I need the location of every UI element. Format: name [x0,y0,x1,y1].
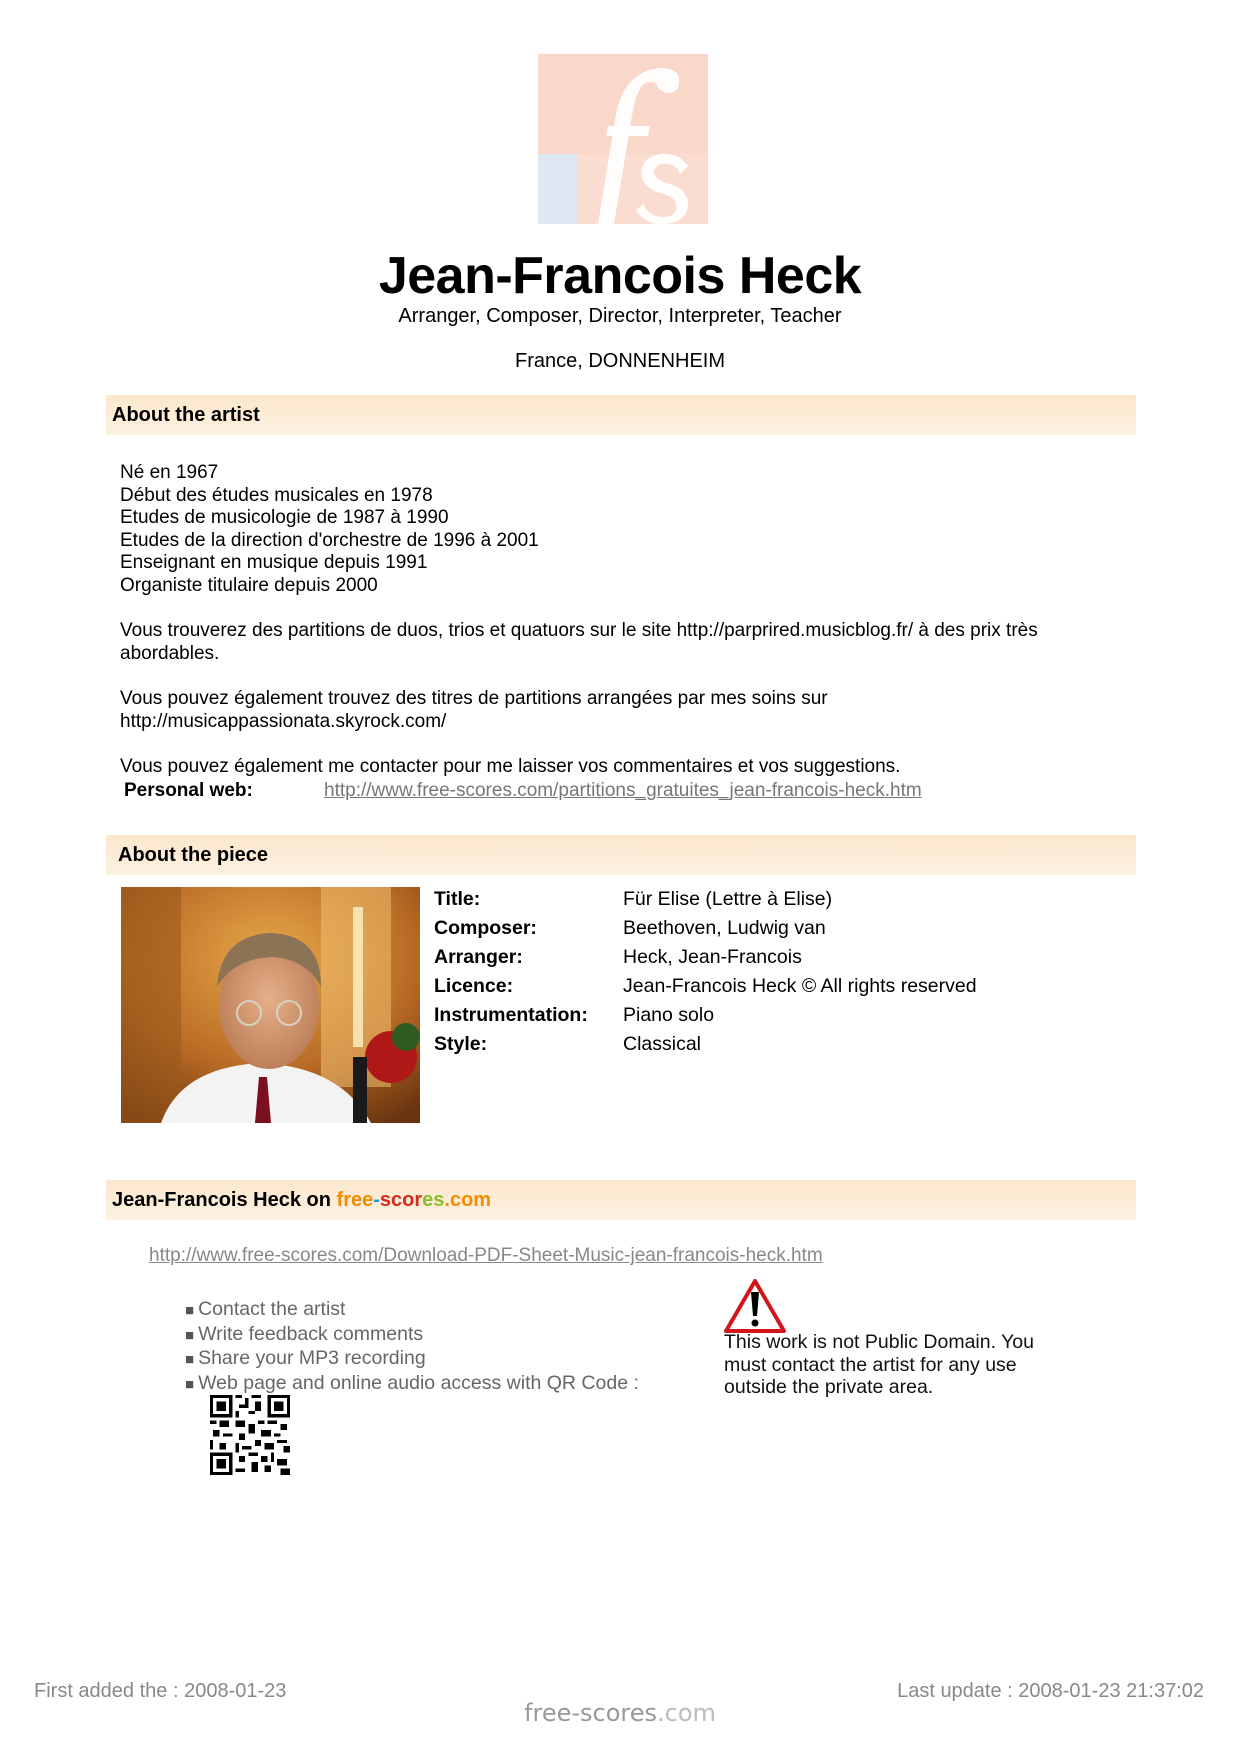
qr-code-icon[interactable] [210,1395,290,1475]
section-header-prefix: Jean-Francois Heck on [112,1189,337,1211]
piece-label: Style: [434,1033,488,1055]
piece-value: Heck, Jean-Francois [623,946,802,968]
action-contact-artist[interactable]: ■ Contact the artist [185,1298,346,1320]
artist-actions-list [185,1298,639,1397]
free-scores-artist-link[interactable]: http://www.free-scores.com/Download-PDF-Sheet-Music-jean-francois-heck.htm [149,1245,823,1266]
bio-line: Né en 1967 [120,462,219,483]
first-added-date: First added the : 2008-01-23 [34,1680,287,1702]
piece-label: Licence: [434,975,514,997]
piece-label: Arranger: [434,946,523,968]
artist-name: Jean-Francois Heck [378,247,862,305]
artist-location: France, DONNENHEIM [514,350,726,372]
bullet-icon: ■ [185,1326,195,1344]
bio-line: Organiste titulaire depuis 2000 [120,574,378,596]
bio-line: Enseignant en musique depuis 1991 [120,552,428,574]
section-header-about-artist: About the artist [106,395,1136,435]
artist-roles: Arranger, Composer, Director, Interpreter, Teacher [398,305,842,327]
action-write-feedback[interactable]: ■ Write feedback comments [185,1322,424,1345]
bio-line: Début des études musicales en 1978 [120,484,433,506]
bio-paragraph-duos: Vous trouverez des partitions de duos, trios et quatuors sur le site http://parprired.musicblog.fr/ à des prix très abordables. [120,620,1038,664]
copyright-warning: This work is not Public Domain. You must contact the artist for any use outside the private area. [724,1331,1034,1398]
bio-paragraph-contact: Vous pouvez également me contacter pour me laisser vos commentaires et vos suggestions. [120,755,901,777]
personal-web-label: Personal web: [124,780,253,801]
free-scores-brand: free-scores.com [336,1189,492,1211]
bio-line: http://musicappassionata.skyrock.com/ [120,710,447,732]
bullet-icon: ■ [185,1351,195,1369]
section-header-free-scores [106,1180,1136,1220]
action-share-mp3[interactable]: ■ Share your MP3 recording [185,1347,426,1370]
bio-line: Etudes de musicologie de 1987 à 1990 [120,507,449,529]
section-header-about-piece: About the piece [106,835,1136,875]
piece-value: Jean-Francois Heck © All rights reserved [623,975,977,997]
piece-label: Title: [434,888,481,910]
piece-label: Instrumentation: [434,1004,588,1026]
free-scores-logo [538,54,708,224]
piece-label: Composer: [434,917,537,939]
footer-free-scores-logo: free-scores.com [524,1699,716,1727]
last-update-date: Last update : 2008-01-23 21:37:02 [897,1680,1204,1702]
bullet-icon: ■ [185,1376,195,1394]
piece-value: Beethoven, Ludwig van [623,917,826,939]
piece-value: Piano solo [623,1004,715,1026]
bio-line: Etudes de la direction d'orchestre de 1996 à 2001 [120,529,539,551]
warning-icon [723,1278,787,1334]
artist-bio [120,462,1110,778]
bio-line: Vous pouvez également trouvez des titres de partitions arrangées par mes soins sur [120,687,828,709]
bio-paragraph-arrangements [120,688,1110,733]
personal-web-link[interactable]: http://www.free-scores.com/partitions_gratuites_jean-francois-heck.htm [324,780,922,801]
piece-value: Classical [623,1033,702,1055]
artist-photo [121,887,420,1123]
piece-value: Für Elise (Lettre à Elise) [623,888,833,910]
action-qr-code[interactable]: ■ Web page and online audio access with QR Code : [185,1372,639,1395]
bio-facts [120,462,1110,598]
bullet-icon: ■ [185,1302,195,1319]
